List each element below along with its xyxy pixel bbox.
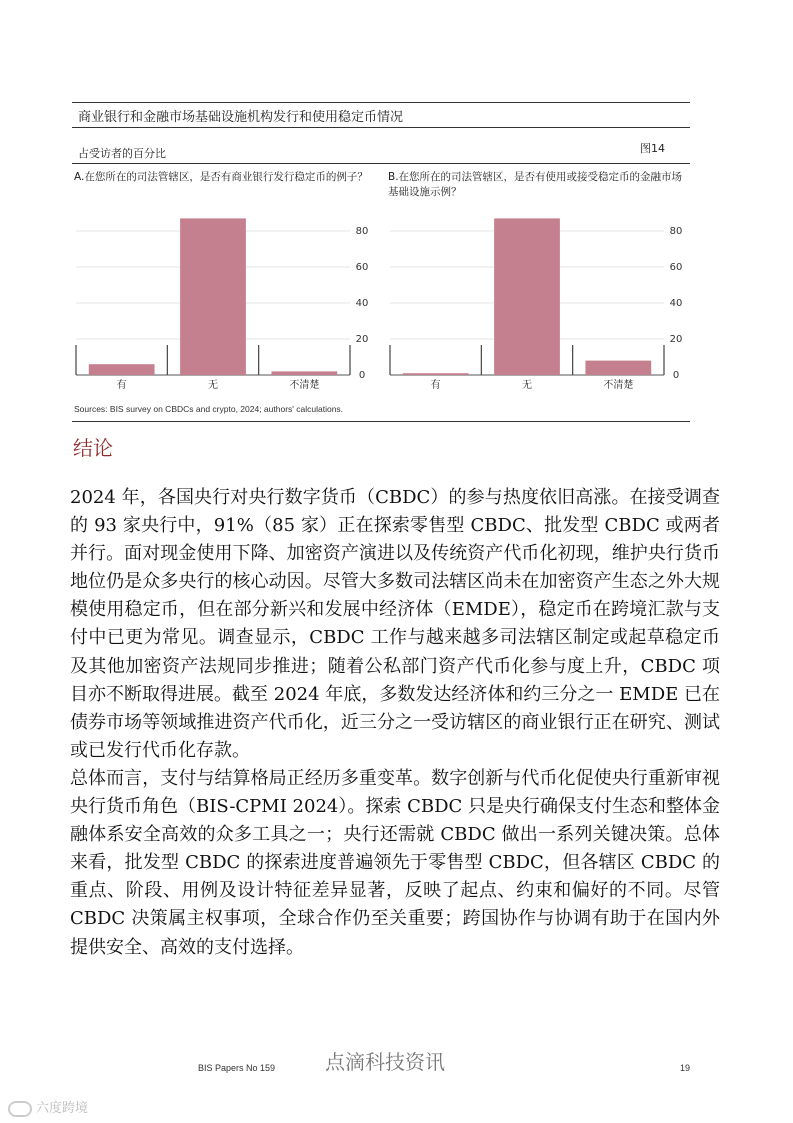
chart-b-svg	[388, 205, 688, 391]
figure-subtitle: 占受访者的百分比	[78, 147, 166, 160]
bar-1	[494, 218, 560, 375]
bar-2	[585, 361, 651, 375]
figure-number: 图14	[640, 142, 665, 155]
y-tick-label: 80	[355, 226, 369, 237]
x-category-label: 不清楚	[603, 380, 634, 391]
chart-panel-a	[74, 205, 374, 391]
panel-a-title: A.在您所在的司法管辖区，是否有商业银行发行稳定币的例子？	[74, 171, 368, 183]
logo-ring-icon	[8, 1101, 32, 1117]
y-tick-label: 20	[355, 334, 369, 345]
body-text	[70, 484, 720, 962]
chart-panel-b	[388, 205, 688, 391]
x-category-label: 有	[430, 380, 441, 391]
x-category-label: 不清楚	[289, 380, 320, 391]
bar-0	[403, 373, 469, 375]
y-tick-label: 0	[672, 370, 680, 381]
figure-title: 商业银行和金融市场基础设施机构发行和使用稳定币情况	[78, 110, 404, 125]
paragraph-2: 总体而言，支付与结算格局正经历多重变革。数字创新与代币化促使央行重新审视央行货币角色（BIS-CPMI 2024）。探索 CBDC 只是央行确保支付生态和整体金融体系安全高效的众多工具之一；央行还需就 CBDC 做出一系列关键决策。总体来看，批发型 CBDC 的探索进度普遍领先于零售型 CBDC，但各辖区 CBDC 的重点、阶段、用例及设计特征差异显著，反映了起点、约束和偏好的不同。尽管 CBDC 决策属主权事项，全球合作仍至关重要；跨国协作与协调有助于在国内外提供安全、高效的支付选择。	[70, 767, 721, 958]
chart-a-svg	[74, 205, 374, 391]
panel-b-title: B.在您所在的司法管辖区，是否有使用或接受稳定币的金融市场基础设施示例？	[388, 171, 683, 198]
corner-logo	[8, 1097, 88, 1117]
footer-page-number: 19	[680, 1063, 691, 1073]
footer-publication: BIS Papers No 159	[198, 1063, 276, 1073]
y-tick-label: 0	[358, 370, 366, 381]
x-category-label: 有	[116, 380, 127, 391]
y-tick-label: 80	[669, 226, 683, 237]
bar-0	[89, 364, 155, 375]
x-category-label: 无	[208, 380, 218, 391]
y-tick-label: 40	[669, 298, 683, 309]
bar-1	[180, 218, 246, 375]
figure-top-rule	[72, 102, 690, 103]
y-tick-label: 20	[669, 334, 683, 345]
figure-title-rule	[72, 127, 690, 128]
bar-2	[271, 371, 337, 375]
figure-subtitle-rule	[72, 163, 690, 164]
paragraph-1: 2024 年，各国央行对央行数字货币（CBDC）的参与热度依旧高涨。在接受调查的 93 家央行中，91%（85 家）正在探索零售型 CBDC、批发型 CBDC 或两者并行。面对现金使用下降、加密资产演进以及传统资产代币化初现，维护央行货币地位仍是众多央行的核心动因。尽管大多数司法辖区尚未在加密资产生态之外大规模使用稳定币，但在部分新兴和发展中经济体（EMDE），稳定币在跨境汇款与支付中已更为常见。调查显示，CBDC 工作与越来越多司法辖区制定或起草稳定币及其他加密资产法规同步推进；随着公私部门资产代币化参与度上升，CBDC 项目亦不断取得进展。截至 2024 年底，多数发达经济体和约三分之一 EMDE 已在债券市场等领域推进资产代币化，近三分之一受访辖区的商业银行正在研究、测试或已发行代币化存款。	[70, 487, 720, 761]
figure-bottom-rule	[72, 421, 690, 422]
x-category-label: 无	[522, 380, 532, 391]
corner-logo-text: 六度跨境	[36, 1101, 89, 1116]
footer-watermark: 点滴科技资讯	[325, 1050, 445, 1074]
y-tick-label: 60	[355, 262, 369, 273]
figure-sources: Sources: BIS survey on CBDCs and crypto, 2024; authors' calculations.	[74, 404, 344, 414]
section-heading: 结论	[73, 436, 113, 460]
y-tick-label: 60	[669, 262, 683, 273]
y-tick-label: 40	[355, 298, 369, 309]
